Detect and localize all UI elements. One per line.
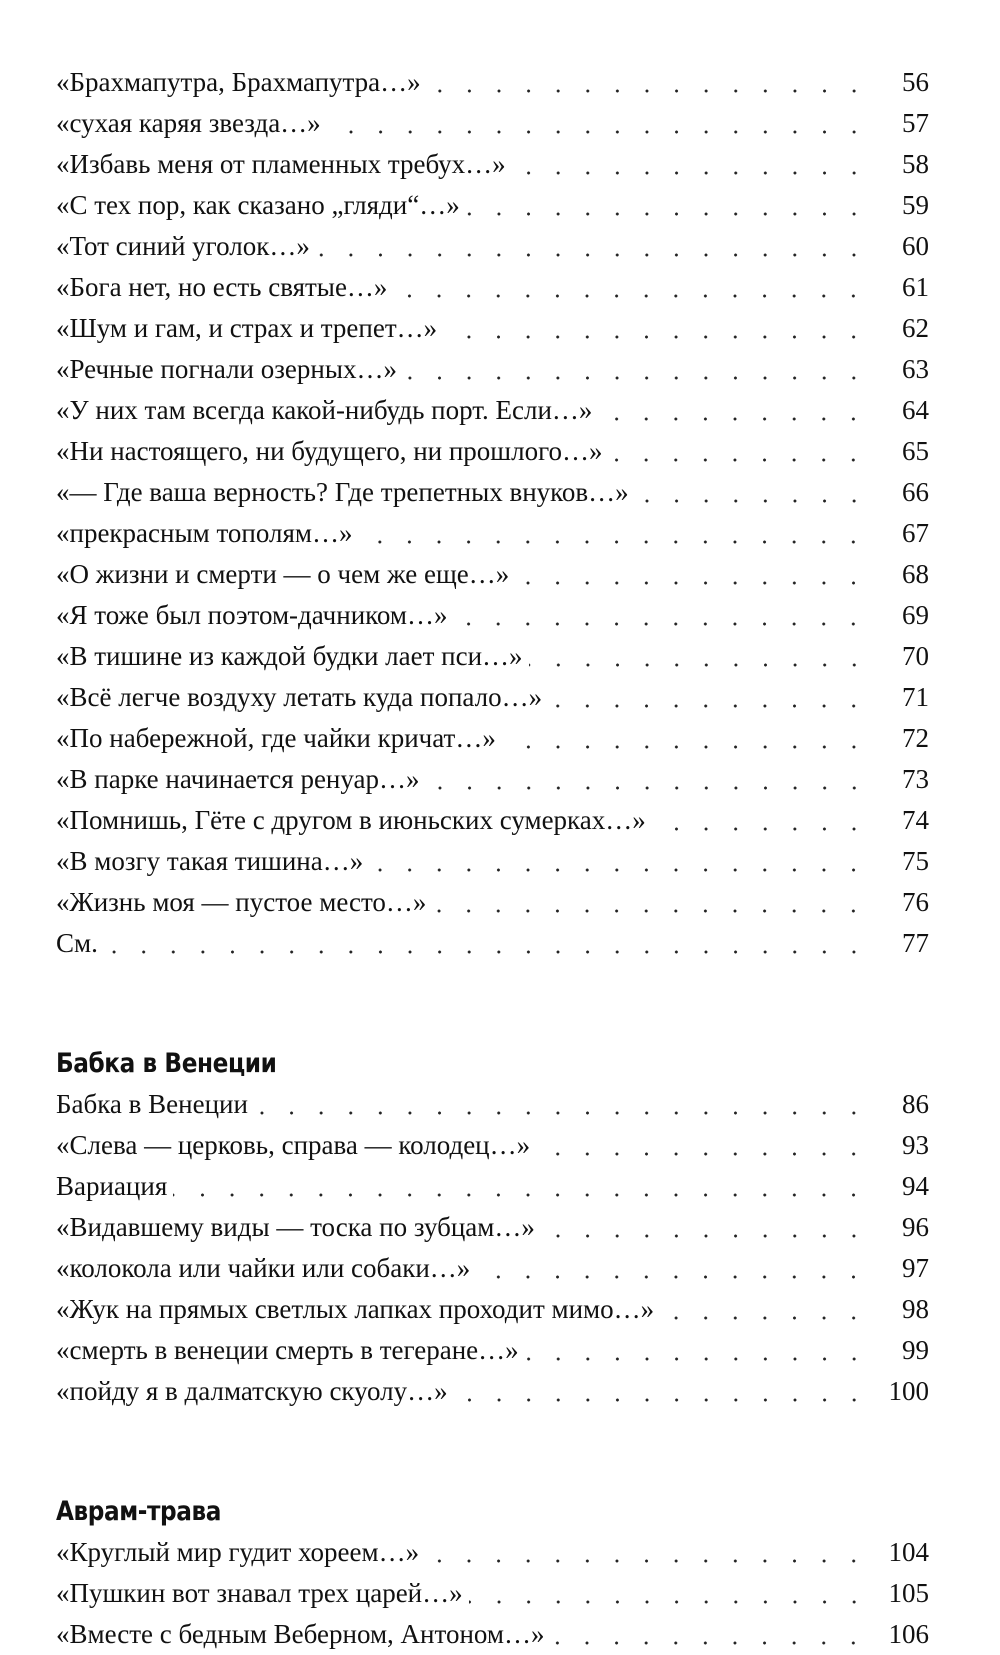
toc-entry: [56, 349, 929, 390]
dot-leader: [541, 1207, 877, 1248]
entry-page-number: 96: [877, 1207, 929, 1248]
entry-title: «С тех пор, как сказано „гляди“…»: [56, 185, 466, 226]
entry-page-number: 74: [877, 800, 929, 841]
toc-entry: [56, 144, 929, 185]
dot-leader: [254, 1084, 877, 1125]
entry-title: «Речные погнали озерных…»: [56, 349, 403, 390]
dot-leader: [476, 1248, 877, 1289]
toc-entry: [56, 431, 929, 472]
entry-page-number: 69: [877, 595, 929, 636]
dot-leader: [369, 841, 877, 882]
dot-leader: [403, 349, 877, 390]
entry-page-number: 70: [877, 636, 929, 677]
section-gap: [56, 1412, 929, 1491]
entry-page-number: 65: [877, 431, 929, 472]
entry-page-number: 56: [877, 62, 929, 103]
entry-page-number: 100: [877, 1371, 929, 1412]
entry-page-number: 98: [877, 1289, 929, 1330]
entry-title: «прекрасным тополям…»: [56, 513, 358, 554]
entry-title: «Ни настоящего, ни будущего, ни прошлого…»: [56, 431, 608, 472]
dot-leader: [598, 390, 877, 431]
section-heading: Бабка в Венеции: [56, 1048, 277, 1079]
entry-page-number: 57: [877, 103, 929, 144]
entry-title: «В мозгу такая тишина…»: [56, 841, 369, 882]
entry-title: «Избавь меня от пламенных требух…»: [56, 144, 512, 185]
entry-page-number: 58: [877, 144, 929, 185]
dot-leader: [358, 513, 877, 554]
toc-entry: [56, 308, 929, 349]
dot-leader: [469, 1573, 877, 1614]
toc-entry: [56, 1125, 929, 1166]
toc-entry: [56, 923, 929, 964]
entry-title: «Помнишь, Гёте с другом в июньских сумерках…»: [56, 800, 652, 841]
dot-leader: [525, 1330, 877, 1371]
entry-title: «Бога нет, но есть святые…»: [56, 267, 393, 308]
entry-title: «Всё легче воздуху летать куда попало…»: [56, 677, 548, 718]
section-gap: [56, 964, 929, 1043]
toc-entry: [56, 185, 929, 226]
entry-page-number: 68: [877, 554, 929, 595]
toc-entry: [56, 1207, 929, 1248]
entry-title: «В парке начинается ренуар…»: [56, 759, 426, 800]
entry-page-number: 106: [877, 1614, 929, 1655]
toc-entry: [56, 226, 929, 267]
dot-leader: [426, 759, 877, 800]
toc-entry: [56, 472, 929, 513]
dot-leader: [173, 1166, 877, 1207]
entry-page-number: 73: [877, 759, 929, 800]
toc-entry: [56, 759, 929, 800]
entry-title: «Жук на прямых светлых лапках проходит мимо…»: [56, 1289, 660, 1330]
toc-entry: [56, 62, 929, 103]
entry-page-number: 66: [877, 472, 929, 513]
toc-entry: [56, 636, 929, 677]
entry-page-number: 71: [877, 677, 929, 718]
dot-leader: [453, 595, 877, 636]
entry-page-number: 59: [877, 185, 929, 226]
entry-title: «смерть в венеции смерть в тегеране…»: [56, 1330, 525, 1371]
toc-entry: [56, 1532, 929, 1573]
entry-page-number: 97: [877, 1248, 929, 1289]
toc-entry: [56, 1084, 929, 1125]
table-of-contents: [56, 62, 929, 1655]
entry-title: «Круглый мир гудит хореем…»: [56, 1532, 425, 1573]
entry-title: См.: [56, 923, 104, 964]
section-heading: Аврам-трава: [56, 1496, 221, 1527]
dot-leader: [466, 185, 877, 226]
dot-leader: [327, 103, 877, 144]
entry-title: «Слева — церковь, справа — колодец…»: [56, 1125, 536, 1166]
dot-leader: [502, 718, 877, 759]
entry-title: «Шум и гам, и страх и трепет…»: [56, 308, 443, 349]
toc-entry: [56, 1248, 929, 1289]
entry-title: «Пушкин вот знавал трех царей…»: [56, 1573, 469, 1614]
entry-title: «В тишине из каждой будки лает пси…»: [56, 636, 529, 677]
entry-title: «пойду я в далматскую скуолу…»: [56, 1371, 454, 1412]
toc-entry: [56, 1166, 929, 1207]
dot-leader: [635, 472, 877, 513]
entry-page-number: 99: [877, 1330, 929, 1371]
toc-entry: [56, 800, 929, 841]
entry-page-number: 104: [877, 1532, 929, 1573]
toc-entry: [56, 1573, 929, 1614]
entry-page-number: 61: [877, 267, 929, 308]
dot-leader: [548, 677, 877, 718]
dot-leader: [443, 308, 877, 349]
entry-page-number: 67: [877, 513, 929, 554]
entry-page-number: 63: [877, 349, 929, 390]
entry-title: Вариация: [56, 1166, 173, 1207]
entry-title: «О жизни и смерти — о чем же еще…»: [56, 554, 515, 595]
toc-entry: [56, 1289, 929, 1330]
dot-leader: [536, 1125, 877, 1166]
entry-page-number: 60: [877, 226, 929, 267]
entry-title: Бабка в Венеции: [56, 1084, 254, 1125]
toc-group-1: [56, 62, 929, 964]
dot-leader: [393, 267, 877, 308]
dot-leader: [427, 62, 877, 103]
toc-entry: [56, 1330, 929, 1371]
toc-entry: [56, 390, 929, 431]
toc-entry: [56, 677, 929, 718]
dot-leader: [515, 554, 877, 595]
dot-leader: [454, 1371, 877, 1412]
entry-title: «У них там всегда какой-нибудь порт. Если…»: [56, 390, 598, 431]
toc-entry: [56, 882, 929, 923]
toc-group-3: [56, 1491, 929, 1655]
entry-title: «По набережной, где чайки кричат…»: [56, 718, 502, 759]
entry-page-number: 77: [877, 923, 929, 964]
entry-title: «колокола или чайки или собаки…»: [56, 1248, 476, 1289]
entry-title: «Тот синий уголок…»: [56, 226, 316, 267]
dot-leader: [550, 1614, 877, 1655]
toc-entry: [56, 267, 929, 308]
toc-entry: [56, 1371, 929, 1412]
entry-page-number: 64: [877, 390, 929, 431]
dot-leader: [529, 636, 877, 677]
toc-entry: [56, 513, 929, 554]
dot-leader: [608, 431, 877, 472]
dot-leader: [660, 1289, 877, 1330]
dot-leader: [316, 226, 877, 267]
toc-entry: [56, 1614, 929, 1655]
dot-leader: [104, 923, 877, 964]
entry-page-number: 93: [877, 1125, 929, 1166]
entry-page-number: 72: [877, 718, 929, 759]
dot-leader: [432, 882, 877, 923]
entry-page-number: 75: [877, 841, 929, 882]
entry-page-number: 62: [877, 308, 929, 349]
entry-title: «Вместе с бедным Веберном, Антоном…»: [56, 1614, 550, 1655]
toc-group-2: [56, 1043, 929, 1412]
toc-entry: [56, 554, 929, 595]
dot-leader: [652, 800, 877, 841]
entry-title: «Брахмапутра, Брахмапутра…»: [56, 62, 427, 103]
toc-entry: [56, 841, 929, 882]
toc-entry: [56, 103, 929, 144]
dot-leader: [425, 1532, 877, 1573]
entry-page-number: 94: [877, 1166, 929, 1207]
toc-entry: [56, 718, 929, 759]
entry-title: «Я тоже был поэтом-дачником…»: [56, 595, 453, 636]
entry-title: «Жизнь моя — пустое место…»: [56, 882, 432, 923]
entry-title: «сухая каряя звезда…»: [56, 103, 327, 144]
toc-entry: [56, 595, 929, 636]
dot-leader: [512, 144, 877, 185]
entry-page-number: 86: [877, 1084, 929, 1125]
entry-title: «Видавшему виды — тоска по зубцам…»: [56, 1207, 541, 1248]
entry-page-number: 76: [877, 882, 929, 923]
entry-page-number: 105: [877, 1573, 929, 1614]
entry-title: «— Где ваша верность? Где трепетных внуков…»: [56, 472, 635, 513]
